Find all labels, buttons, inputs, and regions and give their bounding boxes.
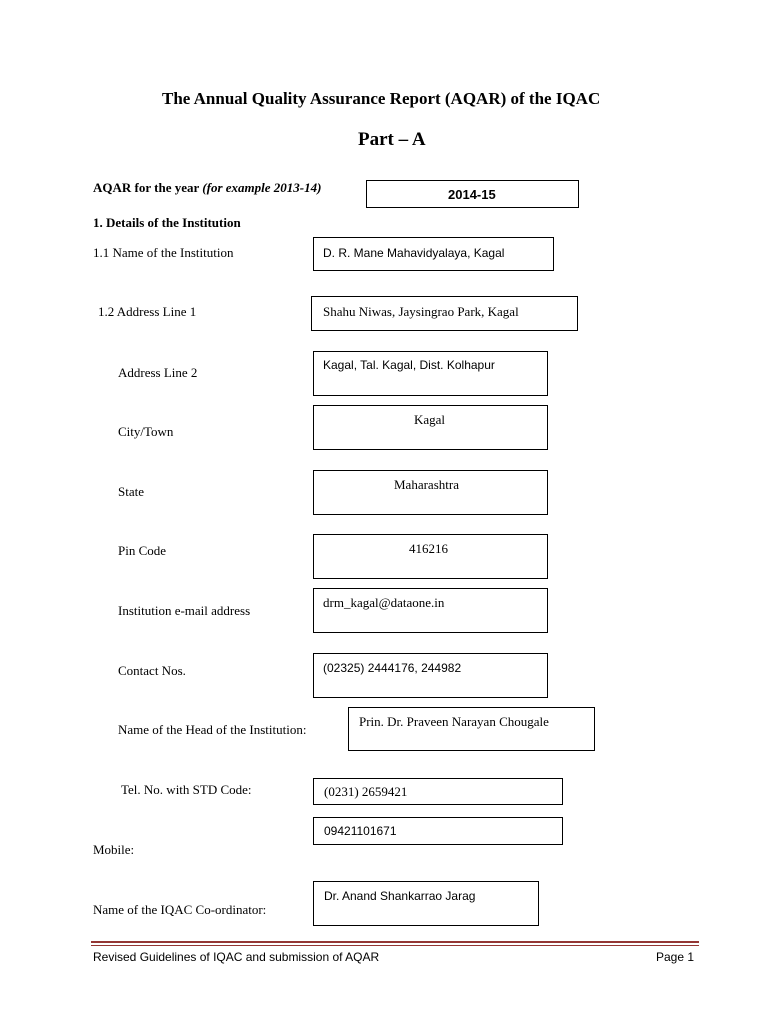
institution-name-value: D. R. Mane Mahavidyalaya, Kagal (323, 246, 505, 260)
mobile-field[interactable] (313, 817, 563, 845)
email-label: Institution e-mail address (118, 603, 251, 618)
email-value: drm_kagal@dataone.in (323, 595, 445, 610)
institution-name-label: 1.1 Name of the Institution (93, 245, 234, 260)
address-line1-field[interactable] (311, 296, 578, 331)
section-heading: 1. Details of the Institution (93, 215, 241, 230)
pin-code-label: Pin Code (118, 543, 167, 558)
address-line2-value: Kagal, Tal. Kagal, Dist. Kolhapur (323, 358, 495, 372)
state-label: State (118, 484, 144, 499)
aqar-year-example: (for example 2013-14) (202, 180, 322, 195)
aqar-year-value: 2014-15 (448, 187, 496, 202)
coordinator-value: Dr. Anand Shankarrao Jarag (324, 889, 476, 903)
page-number: Page 1 (656, 950, 695, 964)
contact-field[interactable] (313, 653, 548, 698)
mobile-value: 09421101671 (324, 824, 397, 838)
aqar-year-label-text: AQAR for the year (93, 180, 200, 195)
contact-value: (02325) 2444176, 244982 (323, 661, 462, 675)
pin-code-field[interactable] (313, 534, 548, 579)
state-field[interactable] (313, 470, 548, 515)
aqar-year-field[interactable] (366, 180, 579, 208)
head-field[interactable] (348, 707, 595, 751)
contact-label: Contact Nos. (118, 663, 186, 678)
address-line2-field[interactable] (313, 351, 548, 396)
city-value: Kagal (414, 412, 446, 427)
email-field[interactable] (313, 588, 548, 633)
tel-label: Tel. No. with STD Code: (121, 782, 252, 797)
part-heading: Part – A (358, 129, 426, 150)
tel-field[interactable] (313, 778, 563, 805)
report-title: The Annual Quality Assurance Report (AQAR) of the IQAC (162, 89, 601, 108)
head-label: Name of the Head of the Institution: (118, 722, 307, 737)
address-line2-label: Address Line 2 (118, 365, 198, 380)
footer-text: Revised Guidelines of IQAC and submission of AQAR (93, 950, 380, 964)
address-line1-value: Shahu Niwas, Jaysingrao Park, Kagal (323, 304, 519, 319)
city-field[interactable] (313, 405, 548, 450)
footer-rule-thin (91, 945, 699, 946)
footer-rule-thick (91, 941, 699, 943)
mobile-label: Mobile: (93, 842, 135, 857)
state-value: Maharashtra (394, 477, 459, 492)
tel-value: (0231) 2659421 (324, 784, 408, 799)
city-label: City/Town (118, 424, 174, 439)
coordinator-field[interactable] (313, 881, 539, 926)
institution-name-field[interactable] (313, 237, 554, 271)
pin-code-value: 416216 (409, 541, 448, 556)
head-value: Prin. Dr. Praveen Narayan Chougale (359, 714, 549, 729)
aqar-year-label (93, 180, 321, 196)
coordinator-label: Name of the IQAC Co-ordinator: (93, 902, 267, 917)
address-line1-label: 1.2 Address Line 1 (98, 304, 197, 319)
